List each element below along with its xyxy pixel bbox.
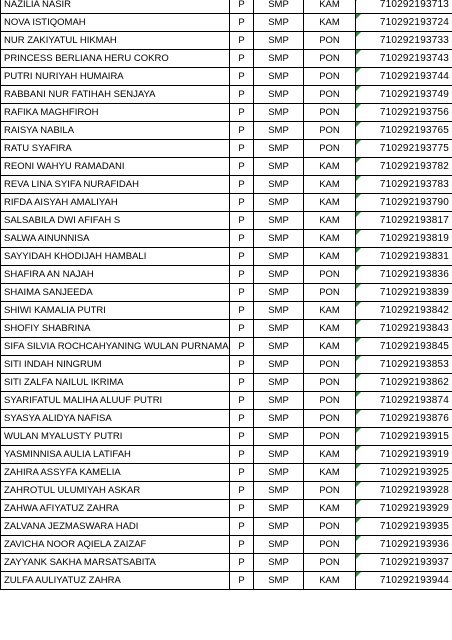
- gender-cell[interactable]: P: [230, 428, 254, 446]
- green-triangle-indicator-icon: [356, 86, 361, 91]
- number-value: 710292193925: [379, 467, 449, 478]
- level-cell[interactable]: SMP: [254, 536, 304, 554]
- number-cell[interactable]: [356, 482, 452, 500]
- number-cell[interactable]: [356, 104, 452, 122]
- number-value: 710292193919: [379, 449, 449, 460]
- level-cell[interactable]: SMP: [254, 518, 304, 536]
- name-cell[interactable]: RAISYA NABILA: [1, 122, 230, 140]
- program-cell[interactable]: KAM: [304, 248, 356, 266]
- program-cell[interactable]: PON: [304, 266, 356, 284]
- green-triangle-indicator-icon: [356, 230, 361, 235]
- number-cell[interactable]: [356, 464, 452, 482]
- number-cell[interactable]: [356, 158, 452, 176]
- gender-cell[interactable]: P: [230, 266, 254, 284]
- number-value: 710292193782: [379, 161, 449, 172]
- level-cell[interactable]: SMP: [254, 104, 304, 122]
- table-row: [1, 482, 452, 500]
- number-cell[interactable]: [356, 32, 452, 50]
- number-cell[interactable]: [356, 320, 452, 338]
- number-value: 710292193874: [379, 395, 449, 406]
- name-cell[interactable]: ZAHWA AFIYATUZ ZAHRA: [1, 500, 230, 518]
- number-value: 710292193936: [379, 539, 449, 550]
- number-value: 710292193935: [379, 521, 449, 532]
- number-value: 710292193749: [379, 89, 449, 100]
- gender-cell[interactable]: P: [230, 86, 254, 104]
- number-value: 710292193853: [379, 359, 449, 370]
- program-cell[interactable]: PON: [304, 122, 356, 140]
- table-row: [1, 230, 452, 248]
- level-cell[interactable]: SMP: [254, 410, 304, 428]
- green-triangle-indicator-icon: [356, 104, 361, 109]
- number-value: 710292193817: [379, 215, 449, 226]
- table-row: [1, 464, 452, 482]
- number-value: 710292193845: [379, 341, 449, 352]
- table-row: [1, 428, 452, 446]
- number-cell[interactable]: [356, 302, 452, 320]
- number-value: 710292193756: [379, 107, 449, 118]
- table-row: [1, 158, 452, 176]
- table-row: [1, 194, 452, 212]
- gender-cell[interactable]: P: [230, 482, 254, 500]
- level-cell[interactable]: SMP: [254, 392, 304, 410]
- program-cell[interactable]: KAM: [304, 230, 356, 248]
- table-row: [1, 266, 452, 284]
- number-value: 710292193713: [379, 0, 449, 10]
- green-triangle-indicator-icon: [356, 0, 361, 1]
- green-triangle-indicator-icon: [356, 338, 361, 343]
- number-value: 710292193790: [379, 197, 449, 208]
- level-cell[interactable]: SMP: [254, 32, 304, 50]
- number-value: 710292193937: [379, 557, 449, 568]
- name-cell[interactable]: SHOFIY SHABRINA: [1, 320, 230, 338]
- gender-cell[interactable]: P: [230, 536, 254, 554]
- gender-cell[interactable]: P: [230, 50, 254, 68]
- level-cell[interactable]: SMP: [254, 14, 304, 32]
- number-value: 710292193831: [379, 251, 449, 262]
- green-triangle-indicator-icon: [356, 356, 361, 361]
- green-triangle-indicator-icon: [356, 248, 361, 253]
- gender-cell[interactable]: P: [230, 374, 254, 392]
- number-value: 710292193775: [379, 143, 449, 154]
- name-cell[interactable]: NAZILIA NASIR: [1, 0, 230, 14]
- table-row: [1, 104, 452, 122]
- gender-cell[interactable]: P: [230, 392, 254, 410]
- green-triangle-indicator-icon: [356, 482, 361, 487]
- level-cell[interactable]: SMP: [254, 500, 304, 518]
- table-row: [1, 302, 452, 320]
- level-cell[interactable]: SMP: [254, 374, 304, 392]
- level-cell[interactable]: SMP: [254, 140, 304, 158]
- table-row: [1, 140, 452, 158]
- green-triangle-indicator-icon: [356, 464, 361, 469]
- green-triangle-indicator-icon: [356, 374, 361, 379]
- name-cell[interactable]: YASMINNISA AULIA LATIFAH: [1, 446, 230, 464]
- gender-cell[interactable]: P: [230, 554, 254, 572]
- number-cell[interactable]: [356, 14, 452, 32]
- name-cell[interactable]: PRINCESS BERLIANA HERU COKRO: [1, 50, 230, 68]
- name-cell[interactable]: SALWA AINUNNISA: [1, 230, 230, 248]
- name-cell[interactable]: REONI WAHYU RAMADANI: [1, 158, 230, 176]
- number-value: 710292193928: [379, 485, 449, 496]
- table-row: [1, 32, 452, 50]
- level-cell[interactable]: SMP: [254, 0, 304, 14]
- program-cell[interactable]: KAM: [304, 446, 356, 464]
- level-cell[interactable]: SMP: [254, 356, 304, 374]
- name-cell[interactable]: RATU SYAFIRA: [1, 140, 230, 158]
- gender-cell[interactable]: P: [230, 194, 254, 212]
- program-cell[interactable]: PON: [304, 374, 356, 392]
- level-cell[interactable]: SMP: [254, 194, 304, 212]
- table-row: [1, 86, 452, 104]
- program-cell[interactable]: KAM: [304, 14, 356, 32]
- green-triangle-indicator-icon: [356, 14, 361, 19]
- table-row: [1, 374, 452, 392]
- table-row: [1, 176, 452, 194]
- name-cell[interactable]: RIFDA AISYAH AMALIYAH: [1, 194, 230, 212]
- green-triangle-indicator-icon: [356, 32, 361, 37]
- green-triangle-indicator-icon: [356, 158, 361, 163]
- level-cell[interactable]: SMP: [254, 284, 304, 302]
- level-cell[interactable]: SMP: [254, 554, 304, 572]
- program-cell[interactable]: PON: [304, 518, 356, 536]
- table-row: [1, 518, 452, 536]
- program-cell[interactable]: PON: [304, 68, 356, 86]
- program-cell[interactable]: KAM: [304, 158, 356, 176]
- gender-cell[interactable]: P: [230, 140, 254, 158]
- green-triangle-indicator-icon: [356, 410, 361, 415]
- program-cell[interactable]: PON: [304, 284, 356, 302]
- level-cell[interactable]: SMP: [254, 302, 304, 320]
- program-cell[interactable]: KAM: [304, 320, 356, 338]
- table-row: [1, 212, 452, 230]
- green-triangle-indicator-icon: [356, 446, 361, 451]
- level-cell[interactable]: SMP: [254, 158, 304, 176]
- number-value: 710292193862: [379, 377, 449, 388]
- number-value: 710292193744: [379, 71, 449, 82]
- name-cell[interactable]: SYASYA ALIDYA NAFISA: [1, 410, 230, 428]
- level-cell[interactable]: SMP: [254, 248, 304, 266]
- level-cell[interactable]: SMP: [254, 572, 304, 590]
- number-cell[interactable]: [356, 194, 452, 212]
- name-cell[interactable]: RAFIKA MAGHFIROH: [1, 104, 230, 122]
- green-triangle-indicator-icon: [356, 518, 361, 523]
- number-cell[interactable]: [356, 86, 452, 104]
- level-cell[interactable]: SMP: [254, 122, 304, 140]
- number-cell[interactable]: [356, 428, 452, 446]
- name-cell[interactable]: SIFA SILVIA ROCHCAHYANING WULAN PURNAMA: [1, 338, 230, 356]
- table-row: [1, 320, 452, 338]
- program-cell[interactable]: KAM: [304, 212, 356, 230]
- number-cell[interactable]: [356, 356, 452, 374]
- level-cell[interactable]: SMP: [254, 212, 304, 230]
- number-value: 710292193819: [379, 233, 449, 244]
- program-cell[interactable]: KAM: [304, 0, 356, 14]
- level-cell[interactable]: SMP: [254, 176, 304, 194]
- name-cell[interactable]: SHIWI KAMALIA PUTRI: [1, 302, 230, 320]
- number-cell[interactable]: [356, 572, 452, 590]
- table-row: [1, 446, 452, 464]
- table-row: [1, 122, 452, 140]
- name-cell[interactable]: NUR ZAKIYATUL HIKMAH: [1, 32, 230, 50]
- gender-cell[interactable]: P: [230, 122, 254, 140]
- table-row: [1, 536, 452, 554]
- gender-cell[interactable]: P: [230, 104, 254, 122]
- number-cell[interactable]: [356, 0, 452, 14]
- name-cell[interactable]: WULAN MYALUSTY PUTRI: [1, 428, 230, 446]
- program-cell[interactable]: KAM: [304, 302, 356, 320]
- table-row: [1, 392, 452, 410]
- gender-cell[interactable]: P: [230, 338, 254, 356]
- level-cell[interactable]: SMP: [254, 338, 304, 356]
- level-cell[interactable]: SMP: [254, 482, 304, 500]
- gender-cell[interactable]: P: [230, 230, 254, 248]
- level-cell[interactable]: SMP: [254, 230, 304, 248]
- program-cell[interactable]: PON: [304, 86, 356, 104]
- green-triangle-indicator-icon: [356, 284, 361, 289]
- name-cell[interactable]: SAYYIDAH KHODIJAH HAMBALI: [1, 248, 230, 266]
- table-row: [1, 338, 452, 356]
- level-cell[interactable]: SMP: [254, 464, 304, 482]
- level-cell[interactable]: SMP: [254, 428, 304, 446]
- program-cell[interactable]: PON: [304, 410, 356, 428]
- gender-cell[interactable]: P: [230, 176, 254, 194]
- table-row: [1, 0, 452, 14]
- gender-cell[interactable]: P: [230, 212, 254, 230]
- number-cell[interactable]: [356, 446, 452, 464]
- gender-cell[interactable]: P: [230, 158, 254, 176]
- number-value: 710292193944: [379, 575, 449, 586]
- number-cell[interactable]: [356, 122, 452, 140]
- number-cell[interactable]: [356, 212, 452, 230]
- level-cell[interactable]: SMP: [254, 446, 304, 464]
- green-triangle-indicator-icon: [356, 194, 361, 199]
- number-cell[interactable]: [356, 140, 452, 158]
- gender-cell[interactable]: P: [230, 500, 254, 518]
- number-cell[interactable]: [356, 176, 452, 194]
- number-value: 710292193915: [379, 431, 449, 442]
- name-cell[interactable]: SYARIFATUL MALIHA ALUUF PUTRI: [1, 392, 230, 410]
- name-cell[interactable]: NOVA ISTIQOMAH: [1, 14, 230, 32]
- number-value: 710292193836: [379, 269, 449, 280]
- number-cell[interactable]: [356, 410, 452, 428]
- number-cell[interactable]: [356, 230, 452, 248]
- number-cell[interactable]: [356, 284, 452, 302]
- green-triangle-indicator-icon: [356, 428, 361, 433]
- level-cell[interactable]: SMP: [254, 50, 304, 68]
- gender-cell[interactable]: P: [230, 302, 254, 320]
- table-row: [1, 572, 452, 590]
- name-cell[interactable]: SITI ZALFA NAILUL IKRIMA: [1, 374, 230, 392]
- green-triangle-indicator-icon: [356, 302, 361, 307]
- green-triangle-indicator-icon: [356, 212, 361, 217]
- number-cell[interactable]: [356, 554, 452, 572]
- number-cell[interactable]: [356, 50, 452, 68]
- name-cell[interactable]: RABBANI NUR FATIHAH SENJAYA: [1, 86, 230, 104]
- name-cell[interactable]: SALSABILA DWI AFIFAH S: [1, 212, 230, 230]
- green-triangle-indicator-icon: [356, 266, 361, 271]
- program-cell[interactable]: PON: [304, 50, 356, 68]
- number-cell[interactable]: [356, 374, 452, 392]
- name-cell[interactable]: ZAVICHA NOOR AQIELA ZAIZAF: [1, 536, 230, 554]
- table-row: [1, 50, 452, 68]
- green-triangle-indicator-icon: [356, 68, 361, 73]
- number-cell[interactable]: [356, 338, 452, 356]
- green-triangle-indicator-icon: [356, 554, 361, 559]
- number-cell[interactable]: [356, 248, 452, 266]
- number-cell[interactable]: [356, 68, 452, 86]
- table-row: [1, 248, 452, 266]
- number-value: 710292193843: [379, 323, 449, 334]
- green-triangle-indicator-icon: [356, 176, 361, 181]
- gender-cell[interactable]: P: [230, 464, 254, 482]
- gender-cell[interactable]: P: [230, 446, 254, 464]
- level-cell[interactable]: SMP: [254, 320, 304, 338]
- number-value: 710292193839: [379, 287, 449, 298]
- name-cell[interactable]: ZALVANA JEZMASWARA HADI: [1, 518, 230, 536]
- program-cell[interactable]: KAM: [304, 176, 356, 194]
- number-cell[interactable]: [356, 392, 452, 410]
- number-value: 710292193929: [379, 503, 449, 514]
- gender-cell[interactable]: P: [230, 410, 254, 428]
- student-table-body: [1, 0, 452, 590]
- name-cell[interactable]: REVA LINA SYIFA NURAFIDAH: [1, 176, 230, 194]
- green-triangle-indicator-icon: [356, 536, 361, 541]
- level-cell[interactable]: SMP: [254, 68, 304, 86]
- program-cell[interactable]: KAM: [304, 464, 356, 482]
- gender-cell[interactable]: P: [230, 14, 254, 32]
- number-value: 710292193724: [379, 17, 449, 28]
- table-row: [1, 14, 452, 32]
- program-cell[interactable]: PON: [304, 104, 356, 122]
- number-cell[interactable]: [356, 518, 452, 536]
- green-triangle-indicator-icon: [356, 140, 361, 145]
- gender-cell[interactable]: P: [230, 32, 254, 50]
- program-cell[interactable]: KAM: [304, 500, 356, 518]
- name-cell[interactable]: SHAIMA SANJEEDA: [1, 284, 230, 302]
- number-value: 710292193733: [379, 35, 449, 46]
- number-value: 710292193783: [379, 179, 449, 190]
- program-cell[interactable]: PON: [304, 536, 356, 554]
- name-cell[interactable]: PUTRI NURIYAH HUMAIRA: [1, 68, 230, 86]
- program-cell[interactable]: PON: [304, 140, 356, 158]
- name-cell[interactable]: ZAYYANK SAKHA MARSATSABITA: [1, 554, 230, 572]
- number-cell[interactable]: [356, 500, 452, 518]
- number-value: 710292193743: [379, 53, 449, 64]
- green-triangle-indicator-icon: [356, 392, 361, 397]
- gender-cell[interactable]: P: [230, 320, 254, 338]
- table-row: [1, 500, 452, 518]
- gender-cell[interactable]: P: [230, 284, 254, 302]
- gender-cell[interactable]: P: [230, 68, 254, 86]
- program-cell[interactable]: PON: [304, 32, 356, 50]
- name-cell[interactable]: ZULFA AULIYATUZ ZAHRA: [1, 572, 230, 590]
- name-cell[interactable]: SHAFIRA AN NAJAH: [1, 266, 230, 284]
- green-triangle-indicator-icon: [356, 122, 361, 127]
- number-value: 710292193876: [379, 413, 449, 424]
- program-cell[interactable]: KAM: [304, 572, 356, 590]
- level-cell[interactable]: SMP: [254, 266, 304, 284]
- green-triangle-indicator-icon: [356, 572, 361, 577]
- gender-cell[interactable]: P: [230, 0, 254, 14]
- table-row: [1, 68, 452, 86]
- gender-cell[interactable]: P: [230, 356, 254, 374]
- table-row: [1, 554, 452, 572]
- program-cell[interactable]: PON: [304, 392, 356, 410]
- table-row: [1, 356, 452, 374]
- table-row: [1, 284, 452, 302]
- program-cell[interactable]: KAM: [304, 338, 356, 356]
- program-cell[interactable]: KAM: [304, 194, 356, 212]
- green-triangle-indicator-icon: [356, 320, 361, 325]
- green-triangle-indicator-icon: [356, 50, 361, 55]
- green-triangle-indicator-icon: [356, 500, 361, 505]
- number-cell[interactable]: [356, 266, 452, 284]
- program-cell[interactable]: PON: [304, 356, 356, 374]
- number-value: 710292193842: [379, 305, 449, 316]
- name-cell[interactable]: SITI INDAH NINGRUM: [1, 356, 230, 374]
- gender-cell[interactable]: P: [230, 572, 254, 590]
- program-cell[interactable]: PON: [304, 554, 356, 572]
- name-cell[interactable]: ZAHROTUL ULUMIYAH ASKAR: [1, 482, 230, 500]
- program-cell[interactable]: PON: [304, 428, 356, 446]
- program-cell[interactable]: PON: [304, 482, 356, 500]
- number-value: 710292193765: [379, 125, 449, 136]
- gender-cell[interactable]: P: [230, 248, 254, 266]
- number-cell[interactable]: [356, 536, 452, 554]
- name-cell[interactable]: ZAHIRA ASSYFA KAMELIA: [1, 464, 230, 482]
- table-row: [1, 410, 452, 428]
- level-cell[interactable]: SMP: [254, 86, 304, 104]
- gender-cell[interactable]: P: [230, 518, 254, 536]
